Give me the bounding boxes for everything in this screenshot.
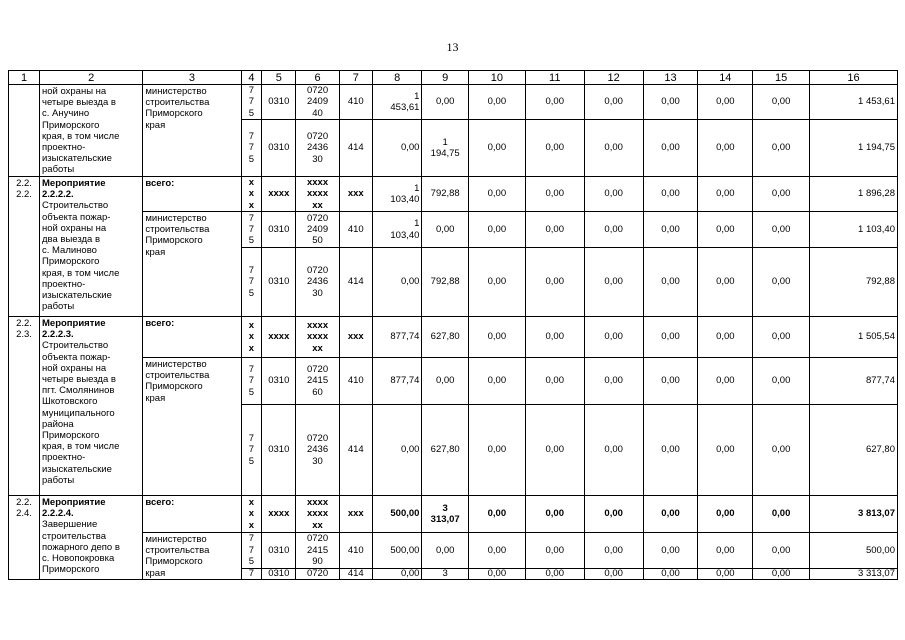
value-cell: 1 103,40 [372,177,422,212]
header-cell: 9 [422,71,469,85]
value-cell: 0,00 [422,533,469,569]
total-cell: 1 505,54 [810,317,898,358]
measure-description [40,496,143,580]
value-cell: 0,00 [525,177,584,212]
target-code-cell: 0720 2409 50 [296,212,339,248]
target-code-cell: 0720 2436 30 [296,120,339,177]
expense-type-cell: 410 [339,212,372,248]
target-code-cell: xxxx xxxx xx [296,177,339,212]
value-cell: 0,00 [468,120,525,177]
value-cell: 0,00 [698,120,753,177]
header-cell: 13 [643,71,698,85]
value-cell: 3 [422,568,469,579]
target-code-cell: 0720 [296,568,339,579]
value-cell: 0,00 [525,212,584,248]
total-cell: 627,80 [810,405,898,496]
header-cell: 11 [525,71,584,85]
section-code-cell: 0310 [262,358,296,405]
code-cell: x x x [241,177,262,212]
value-cell: 0,00 [468,533,525,569]
value-cell: 0,00 [422,212,469,248]
target-code-cell: 0720 2415 60 [296,358,339,405]
value-cell: 792,88 [422,248,469,317]
value-cell: 0,00 [753,212,810,248]
expense-type-cell: 414 [339,405,372,496]
value-cell: 0,00 [584,85,643,120]
value-cell: 0,00 [698,85,753,120]
value-cell: 0,00 [753,248,810,317]
value-cell: 0,00 [753,533,810,569]
header-cell: 16 [810,71,898,85]
table-row [9,85,898,120]
header-cell: 2 [40,71,143,85]
target-code-cell: xxxx xxxx xx [296,496,339,533]
value-cell: 877,74 [372,317,422,358]
value-cell: 0,00 [698,212,753,248]
value-cell: 0,00 [698,405,753,496]
value-cell: 0,00 [525,85,584,120]
value-cell: 0,00 [422,358,469,405]
value-cell: 3 313,07 [422,496,469,533]
measure-text: Строительство объекта пожар- ной охраны на четыре выезда в пгт. Смолянинов Шкотовского муниципального района Приморского края, в том числе проектно- изыскательские работы [42,340,120,486]
value-cell: 0,00 [584,317,643,358]
value-cell: 0,00 [422,85,469,120]
expense-type-cell: 410 [339,358,372,405]
expense-type-cell: 410 [339,533,372,569]
value-cell: 0,00 [584,496,643,533]
code-cell: 7 7 5 [241,120,262,177]
target-code-cell: 0720 2436 30 [296,248,339,317]
header-cell: 1 [9,71,40,85]
expense-type-cell: 414 [339,120,372,177]
header-cell: 4 [241,71,262,85]
value-cell: 0,00 [753,85,810,120]
target-code-cell: 0720 2415 90 [296,533,339,569]
expense-type-cell: 414 [339,568,372,579]
value-cell: 0,00 [643,212,698,248]
value-cell: 0,00 [584,248,643,317]
value-cell: 0,00 [698,533,753,569]
total-cell: 1 453,61 [810,85,898,120]
value-cell: 0,00 [584,405,643,496]
section-code-cell: xxxx [262,177,296,212]
value-cell: 0,00 [525,496,584,533]
measure-title: Мероприятие 2.2.2.2. [42,178,106,201]
total-cell: 1 194,75 [810,120,898,177]
value-cell: 0,00 [643,85,698,120]
value-cell: 0,00 [698,248,753,317]
measure-title: Мероприятие 2.2.2.3. [42,318,106,341]
target-code-cell: 0720 2409 40 [296,85,339,120]
value-cell: 0,00 [468,317,525,358]
header-cell: 8 [372,71,422,85]
executor-cell: министерство строительства Приморского края [143,85,241,177]
measure-text: Завершение строительства пожарного депо в с. Новопокровка Приморского [42,519,120,576]
section-code-cell: xxxx [262,317,296,358]
value-cell: 0,00 [753,358,810,405]
value-cell: 0,00 [698,317,753,358]
value-cell: 0,00 [468,248,525,317]
total-cell: 3 813,07 [810,496,898,533]
code-cell: x x x [241,317,262,358]
expense-type-cell: 410 [339,85,372,120]
value-cell: 0,00 [525,120,584,177]
value-cell: 0,00 [643,568,698,579]
total-cell: 877,74 [810,358,898,405]
section-code-cell: 0310 [262,120,296,177]
row-number-cell: 2.2. 2.4. [9,496,40,580]
value-cell: 0,00 [525,533,584,569]
code-cell: 7 7 5 [241,358,262,405]
page-number: 13 [446,40,459,54]
executor-cell: всего: [143,177,241,212]
total-cell: 1 896,28 [810,177,898,212]
value-cell: 0,00 [468,85,525,120]
total-cell: 792,88 [810,248,898,317]
value-cell: 0,00 [753,317,810,358]
target-code-cell: 0720 2436 30 [296,405,339,496]
value-cell: 0,00 [584,212,643,248]
value-cell: 792,88 [422,177,469,212]
target-code-cell: xxxx xxxx xx [296,317,339,358]
expense-type-cell: xxx [339,317,372,358]
section-code-cell: 0310 [262,248,296,317]
value-cell: 0,00 [753,405,810,496]
header-row [9,71,898,85]
measure-description [40,177,143,317]
value-cell: 0,00 [698,358,753,405]
executor-cell: министерство строительства Приморского края [143,358,241,496]
header-cell: 7 [339,71,372,85]
value-cell: 0,00 [643,177,698,212]
measure-title: Мероприятие 2.2.2.4. [42,497,106,520]
value-cell: 0,00 [643,248,698,317]
code-cell: 7 7 5 [241,212,262,248]
section-code-cell: xxxx [262,496,296,533]
executor-cell: всего: [143,496,241,533]
table-row [9,496,898,533]
value-cell: 500,00 [372,496,422,533]
code-cell: x x x [241,496,262,533]
value-cell: 0,00 [468,496,525,533]
row-number-cell [9,85,40,177]
expense-type-cell: xxx [339,177,372,212]
section-code-cell: 0310 [262,568,296,579]
value-cell: 0,00 [753,120,810,177]
table-row [9,177,898,212]
value-cell: 1 103,40 [372,212,422,248]
value-cell: 0,00 [372,248,422,317]
value-cell: 0,00 [525,248,584,317]
row-number-cell: 2.2. 2.3. [9,317,40,496]
value-cell: 0,00 [372,405,422,496]
measure-description: ной охраны на четыре выезда в с. Анучино Приморского края, в том числе проектно- изыскательские работы [40,85,143,177]
total-cell: 500,00 [810,533,898,569]
value-cell: 0,00 [698,496,753,533]
row-number-cell: 2.2. 2.2. [9,177,40,317]
value-cell: 0,00 [753,177,810,212]
value-cell: 0,00 [698,177,753,212]
code-cell: 7 7 5 [241,533,262,569]
value-cell: 0,00 [643,317,698,358]
value-cell: 1 194,75 [422,120,469,177]
value-cell: 0,00 [525,405,584,496]
expense-type-cell: 414 [339,248,372,317]
value-cell: 0,00 [584,120,643,177]
header-cell: 3 [143,71,241,85]
value-cell: 627,80 [422,317,469,358]
code-cell: 7 7 5 [241,248,262,317]
value-cell: 0,00 [643,358,698,405]
value-cell: 0,00 [468,358,525,405]
table-row [9,317,898,358]
code-cell: 7 7 5 [241,405,262,496]
section-code-cell: 0310 [262,533,296,569]
value-cell: 0,00 [525,568,584,579]
measure-text: Строительство объекта пожар- ной охраны на два выезда в с. Малиново Приморского края, в том числе проектно- изыскательские работы [42,200,120,313]
value-cell: 0,00 [584,533,643,569]
value-cell: 0,00 [525,358,584,405]
value-cell: 0,00 [753,568,810,579]
section-code-cell: 0310 [262,405,296,496]
value-cell: 0,00 [584,177,643,212]
value-cell: 0,00 [584,568,643,579]
measure-description [40,317,143,496]
executor-cell: министерство строительства Приморского края [143,212,241,317]
value-cell: 0,00 [468,212,525,248]
header-cell: 5 [262,71,296,85]
value-cell: 0,00 [643,120,698,177]
header-cell: 15 [753,71,810,85]
value-cell: 500,00 [372,533,422,569]
total-cell: 1 103,40 [810,212,898,248]
expense-type-cell: xxx [339,496,372,533]
value-cell: 0,00 [643,405,698,496]
value-cell: 0,00 [698,568,753,579]
value-cell: 627,80 [422,405,469,496]
budget-table [8,70,898,580]
value-cell: 0,00 [643,496,698,533]
section-code-cell: 0310 [262,212,296,248]
header-cell: 6 [296,71,339,85]
header-cell: 14 [698,71,753,85]
total-cell: 3 313,07 [810,568,898,579]
executor-cell: министерство строительства Приморского края [143,533,241,580]
value-cell: 0,00 [525,317,584,358]
value-cell: 0,00 [372,120,422,177]
value-cell: 0,00 [468,405,525,496]
executor-cell: всего: [143,317,241,358]
value-cell: 0,00 [468,177,525,212]
value-cell: 0,00 [584,358,643,405]
code-cell: 7 [241,568,262,579]
value-cell: 877,74 [372,358,422,405]
code-cell: 7 7 5 [241,85,262,120]
value-cell: 0,00 [372,568,422,579]
value-cell: 0,00 [753,496,810,533]
section-code-cell: 0310 [262,85,296,120]
value-cell: 0,00 [643,533,698,569]
header-cell: 10 [468,71,525,85]
header-cell: 12 [584,71,643,85]
value-cell: 0,00 [468,568,525,579]
value-cell: 1 453,61 [372,85,422,120]
